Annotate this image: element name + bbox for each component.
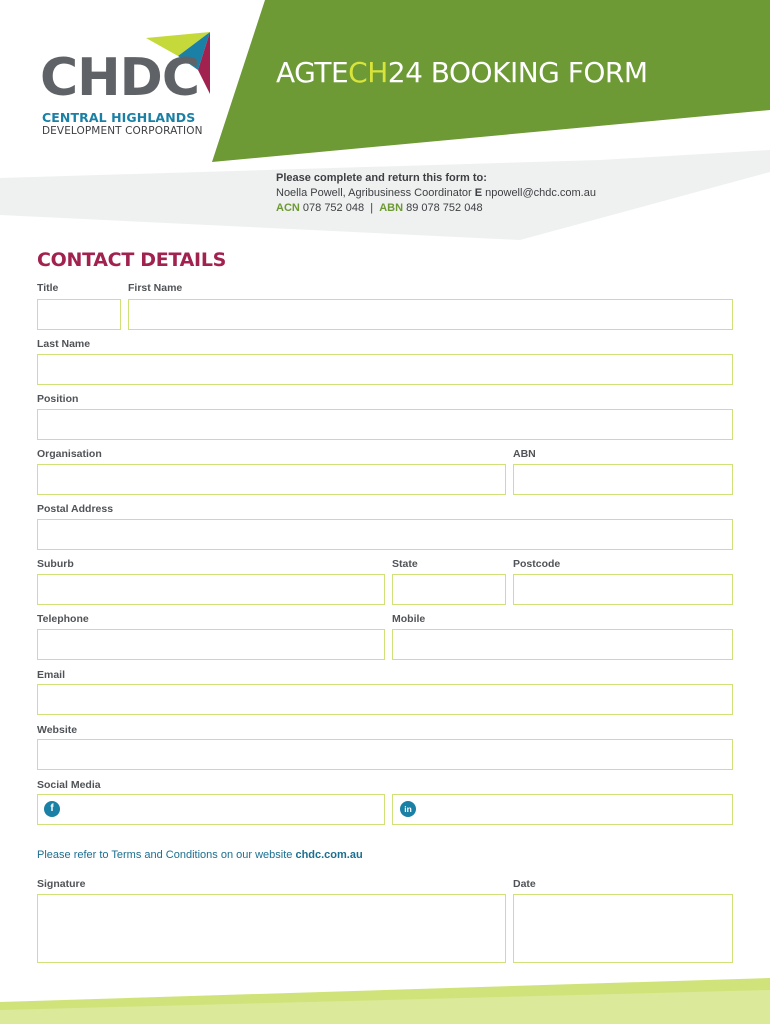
linkedin-icon: in <box>400 801 416 817</box>
postal-address-label: Postal Address <box>37 503 114 515</box>
return-contact-line: Noella Powell, Agribusiness Coordinator E npowell@chdc.com.au <box>276 187 596 199</box>
linkedin-field[interactable] <box>392 794 733 825</box>
return-heading: Please complete and return this form to: <box>276 172 487 184</box>
organisation-field[interactable] <box>37 464 506 495</box>
postal-address-field[interactable] <box>37 519 733 550</box>
company-numbers: ACN 078 752 048 | ABN 89 078 752 048 <box>276 202 483 214</box>
title-label: Title <box>37 282 59 294</box>
website-label: Website <box>37 724 78 736</box>
facebook-field[interactable] <box>37 794 385 825</box>
logo-line-2: DEVELOPMENT CORPORATION <box>42 125 203 137</box>
date-field[interactable] <box>513 894 733 963</box>
signature-label: Signature <box>37 878 86 890</box>
postcode-label: Postcode <box>513 558 561 570</box>
logo-line-1: CENTRAL HIGHLANDS <box>42 110 196 125</box>
mobile-label: Mobile <box>392 613 426 625</box>
terms-notice: Please refer to Terms and Conditions on our website chdc.com.au <box>37 849 363 861</box>
first-name-label: First Name <box>128 282 183 294</box>
suburb-field[interactable] <box>37 574 385 605</box>
date-label: Date <box>513 878 536 890</box>
organisation-label: Organisation <box>37 448 102 460</box>
signature-field[interactable] <box>37 894 506 963</box>
facebook-icon: f <box>44 801 60 817</box>
form-title: AGTECH24 BOOKING FORM <box>276 56 648 89</box>
contact-details-heading: CONTACT DETAILS <box>37 249 227 271</box>
social-media-label: Social Media <box>37 779 101 791</box>
last-name-field[interactable] <box>37 354 733 385</box>
telephone-label: Telephone <box>37 613 89 625</box>
state-label: State <box>392 558 418 570</box>
terms-website-link[interactable]: chdc.com.au <box>295 849 363 861</box>
logo-wordmark: CHDC <box>40 48 200 108</box>
contact-email[interactable]: npowell@chdc.com.au <box>485 187 596 199</box>
email-field[interactable] <box>37 684 733 715</box>
email-label: Email <box>37 669 66 681</box>
abn-field[interactable] <box>513 464 733 495</box>
return-info <box>276 171 596 216</box>
title-field[interactable] <box>37 299 121 330</box>
position-field[interactable] <box>37 409 733 440</box>
position-label: Position <box>37 393 79 405</box>
website-field[interactable] <box>37 739 733 770</box>
mobile-field[interactable] <box>392 629 733 660</box>
telephone-field[interactable] <box>37 629 385 660</box>
postcode-field[interactable] <box>513 574 733 605</box>
suburb-label: Suburb <box>37 558 74 570</box>
state-field[interactable] <box>392 574 506 605</box>
first-name-field[interactable] <box>128 299 733 330</box>
last-name-label: Last Name <box>37 338 91 350</box>
abn-label: ABN <box>513 448 536 460</box>
